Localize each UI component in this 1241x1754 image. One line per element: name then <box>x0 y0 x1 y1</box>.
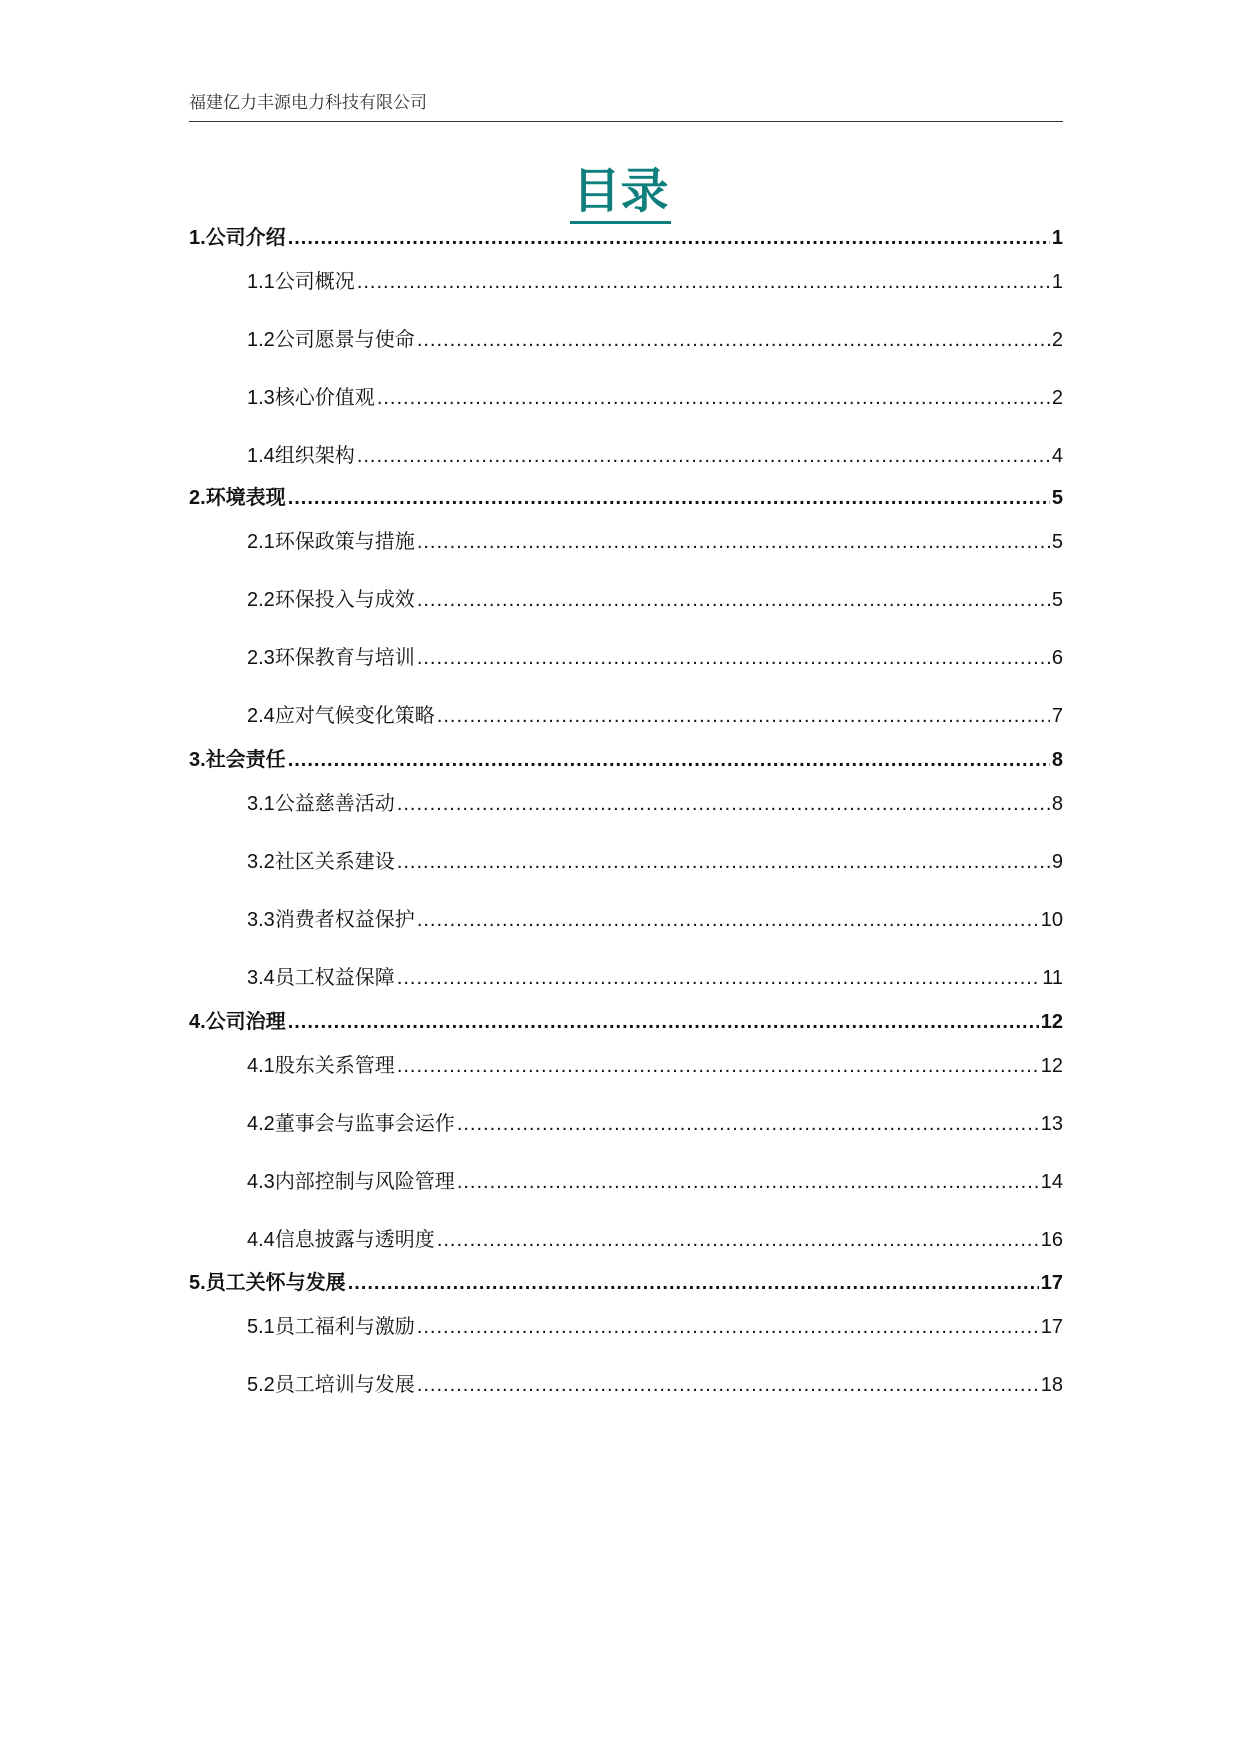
toc-entry-label: 社会责任 <box>205 749 286 771</box>
toc-subentry[interactable] <box>189 1373 1063 1397</box>
toc-page-number: 14 <box>1040 1171 1063 1193</box>
toc-page-number: 13 <box>1040 1113 1063 1135</box>
toc-leader-dots <box>417 328 1050 352</box>
toc-leader-dots <box>348 1271 1039 1295</box>
toc-page-number: 5 <box>1051 531 1063 553</box>
toc-entry-label: 社区关系建设 <box>274 851 395 873</box>
toc-entry[interactable] <box>189 226 1063 250</box>
toc-entry-label: 环保投入与成效 <box>274 589 415 611</box>
toc-page-number: 12 <box>1040 1055 1063 1077</box>
toc-subentry[interactable] <box>189 1054 1063 1078</box>
toc-page-number: 2 <box>1051 329 1063 351</box>
toc-subentry[interactable] <box>189 444 1063 468</box>
toc-leader-dots <box>397 850 1050 874</box>
toc-leader-dots <box>397 792 1050 816</box>
toc-page-number: 6 <box>1051 647 1063 669</box>
toc-entry-label: 环保政策与措施 <box>274 531 415 553</box>
toc-entry-number: 1. <box>189 227 206 249</box>
toc-entry-number: 4. <box>189 1011 206 1033</box>
toc-entry-label: 公司治理 <box>205 1011 286 1033</box>
toc-leader-dots <box>357 444 1050 468</box>
toc-page-number: 17 <box>1040 1316 1063 1338</box>
toc-leader-dots <box>357 270 1050 294</box>
toc-page-number: 10 <box>1040 909 1063 931</box>
toc-leader-dots <box>397 1054 1039 1078</box>
toc-entry-number: 1.2 <box>247 329 275 351</box>
toc-leader-dots <box>288 1010 1039 1034</box>
toc-title <box>0 165 1241 218</box>
toc-subentry[interactable] <box>189 328 1063 352</box>
toc-subentry[interactable] <box>189 966 1063 990</box>
toc-leader-dots <box>288 226 1050 250</box>
toc-subentry[interactable] <box>189 908 1063 932</box>
toc-entry-number: 2. <box>189 487 206 509</box>
toc-page-number: 11 <box>1042 967 1063 989</box>
toc-entry-number: 5. <box>189 1272 206 1294</box>
toc-page-number: 18 <box>1040 1374 1063 1396</box>
toc-entry-label: 应对气候变化策略 <box>274 705 435 727</box>
company-name: 福建亿力丰源电力科技有限公司 <box>189 93 427 113</box>
toc-subentry[interactable] <box>189 270 1063 294</box>
toc-entry-number: 2.1 <box>247 531 275 553</box>
toc-entry-label: 消费者权益保护 <box>274 909 415 931</box>
toc-entry-number: 4.2 <box>247 1113 275 1135</box>
toc-entry-number: 3.1 <box>247 793 275 815</box>
toc-page-number: 4 <box>1051 445 1063 467</box>
toc-subentry[interactable] <box>189 792 1063 816</box>
toc-entry-label: 员工福利与激励 <box>274 1316 415 1338</box>
toc-leader-dots <box>417 646 1050 670</box>
toc-entry-number: 4.3 <box>247 1171 275 1193</box>
toc-leader-dots <box>457 1112 1039 1136</box>
toc-page-number: 12 <box>1040 1011 1063 1033</box>
toc-entry-label: 员工关怀与发展 <box>205 1272 346 1294</box>
toc-page-number: 1 <box>1051 271 1063 293</box>
toc-leader-dots <box>397 966 1040 990</box>
toc-entry-number: 5.1 <box>247 1316 275 1338</box>
toc-entry-number: 1.1 <box>247 271 275 293</box>
toc-subentry[interactable] <box>189 1112 1063 1136</box>
toc-subentry[interactable] <box>189 1170 1063 1194</box>
toc-title-text: 目录 <box>570 165 670 224</box>
toc-entry-label: 核心价值观 <box>274 387 375 409</box>
toc-entry-number: 3.3 <box>247 909 275 931</box>
toc-subentry[interactable] <box>189 386 1063 410</box>
toc-subentry[interactable] <box>189 850 1063 874</box>
toc-entry-number: 1.3 <box>247 387 275 409</box>
toc-page-number: 17 <box>1040 1272 1063 1294</box>
toc-leader-dots <box>437 704 1050 728</box>
toc-entry-number: 2.2 <box>247 589 275 611</box>
toc-page-number: 1 <box>1051 227 1063 249</box>
toc-entry-label: 员工权益保障 <box>274 967 395 989</box>
toc-subentry[interactable] <box>189 1315 1063 1339</box>
page-header <box>189 88 1063 122</box>
toc-leader-dots <box>377 386 1050 410</box>
toc-entry-number: 3.4 <box>247 967 275 989</box>
toc-entry-label: 内部控制与风险管理 <box>274 1171 455 1193</box>
toc-page-number: 8 <box>1051 749 1063 771</box>
toc-entry[interactable] <box>189 1271 1063 1295</box>
toc-entry[interactable] <box>189 486 1063 510</box>
toc-page-number: 8 <box>1051 793 1063 815</box>
toc-leader-dots <box>417 588 1050 612</box>
toc-leader-dots <box>457 1170 1039 1194</box>
toc-entry-number: 2.4 <box>247 705 275 727</box>
toc-subentry[interactable] <box>189 1228 1063 1252</box>
toc-entry-label: 组织架构 <box>274 445 355 467</box>
toc-subentry[interactable] <box>189 588 1063 612</box>
toc-entry-number: 5.2 <box>247 1374 275 1396</box>
toc-leader-dots <box>417 1373 1039 1397</box>
toc-entry-number: 1.4 <box>247 445 275 467</box>
toc-entry[interactable] <box>189 1010 1063 1034</box>
toc-entry-label: 公司概况 <box>274 271 355 293</box>
toc-leader-dots <box>417 530 1050 554</box>
toc-entry-label: 员工培训与发展 <box>274 1374 415 1396</box>
toc-entry-label: 股东关系管理 <box>274 1055 395 1077</box>
toc-entry-label: 环保教育与培训 <box>274 647 415 669</box>
toc-leader-dots <box>288 748 1050 772</box>
toc-leader-dots <box>288 486 1050 510</box>
toc-page-number: 5 <box>1051 589 1063 611</box>
toc-entry-label: 公司愿景与使命 <box>274 329 415 351</box>
toc-subentry[interactable] <box>189 704 1063 728</box>
toc-entry-number: 2.3 <box>247 647 275 669</box>
toc-page-number: 5 <box>1051 487 1063 509</box>
toc-entry-label: 董事会与监事会运作 <box>274 1113 455 1135</box>
toc-entry-label: 公益慈善活动 <box>274 793 395 815</box>
toc-entry-number: 3.2 <box>247 851 275 873</box>
toc-page-number: 7 <box>1051 705 1063 727</box>
toc-entry-label: 公司介绍 <box>205 227 286 249</box>
toc-page-number: 16 <box>1040 1229 1063 1251</box>
toc-leader-dots <box>437 1228 1039 1252</box>
toc-leader-dots <box>417 1315 1039 1339</box>
toc-entry-number: 4.1 <box>247 1055 275 1077</box>
toc-page-number: 2 <box>1051 387 1063 409</box>
toc-entry[interactable] <box>189 748 1063 772</box>
toc-entry-label: 环境表现 <box>205 487 286 509</box>
toc-subentry[interactable] <box>189 646 1063 670</box>
toc-leader-dots <box>417 908 1039 932</box>
toc-entry-number: 4.4 <box>247 1229 275 1251</box>
toc-page-number: 9 <box>1051 851 1063 873</box>
toc-entry-number: 3. <box>189 749 206 771</box>
toc-subentry[interactable] <box>189 530 1063 554</box>
toc-entry-label: 信息披露与透明度 <box>274 1229 435 1251</box>
